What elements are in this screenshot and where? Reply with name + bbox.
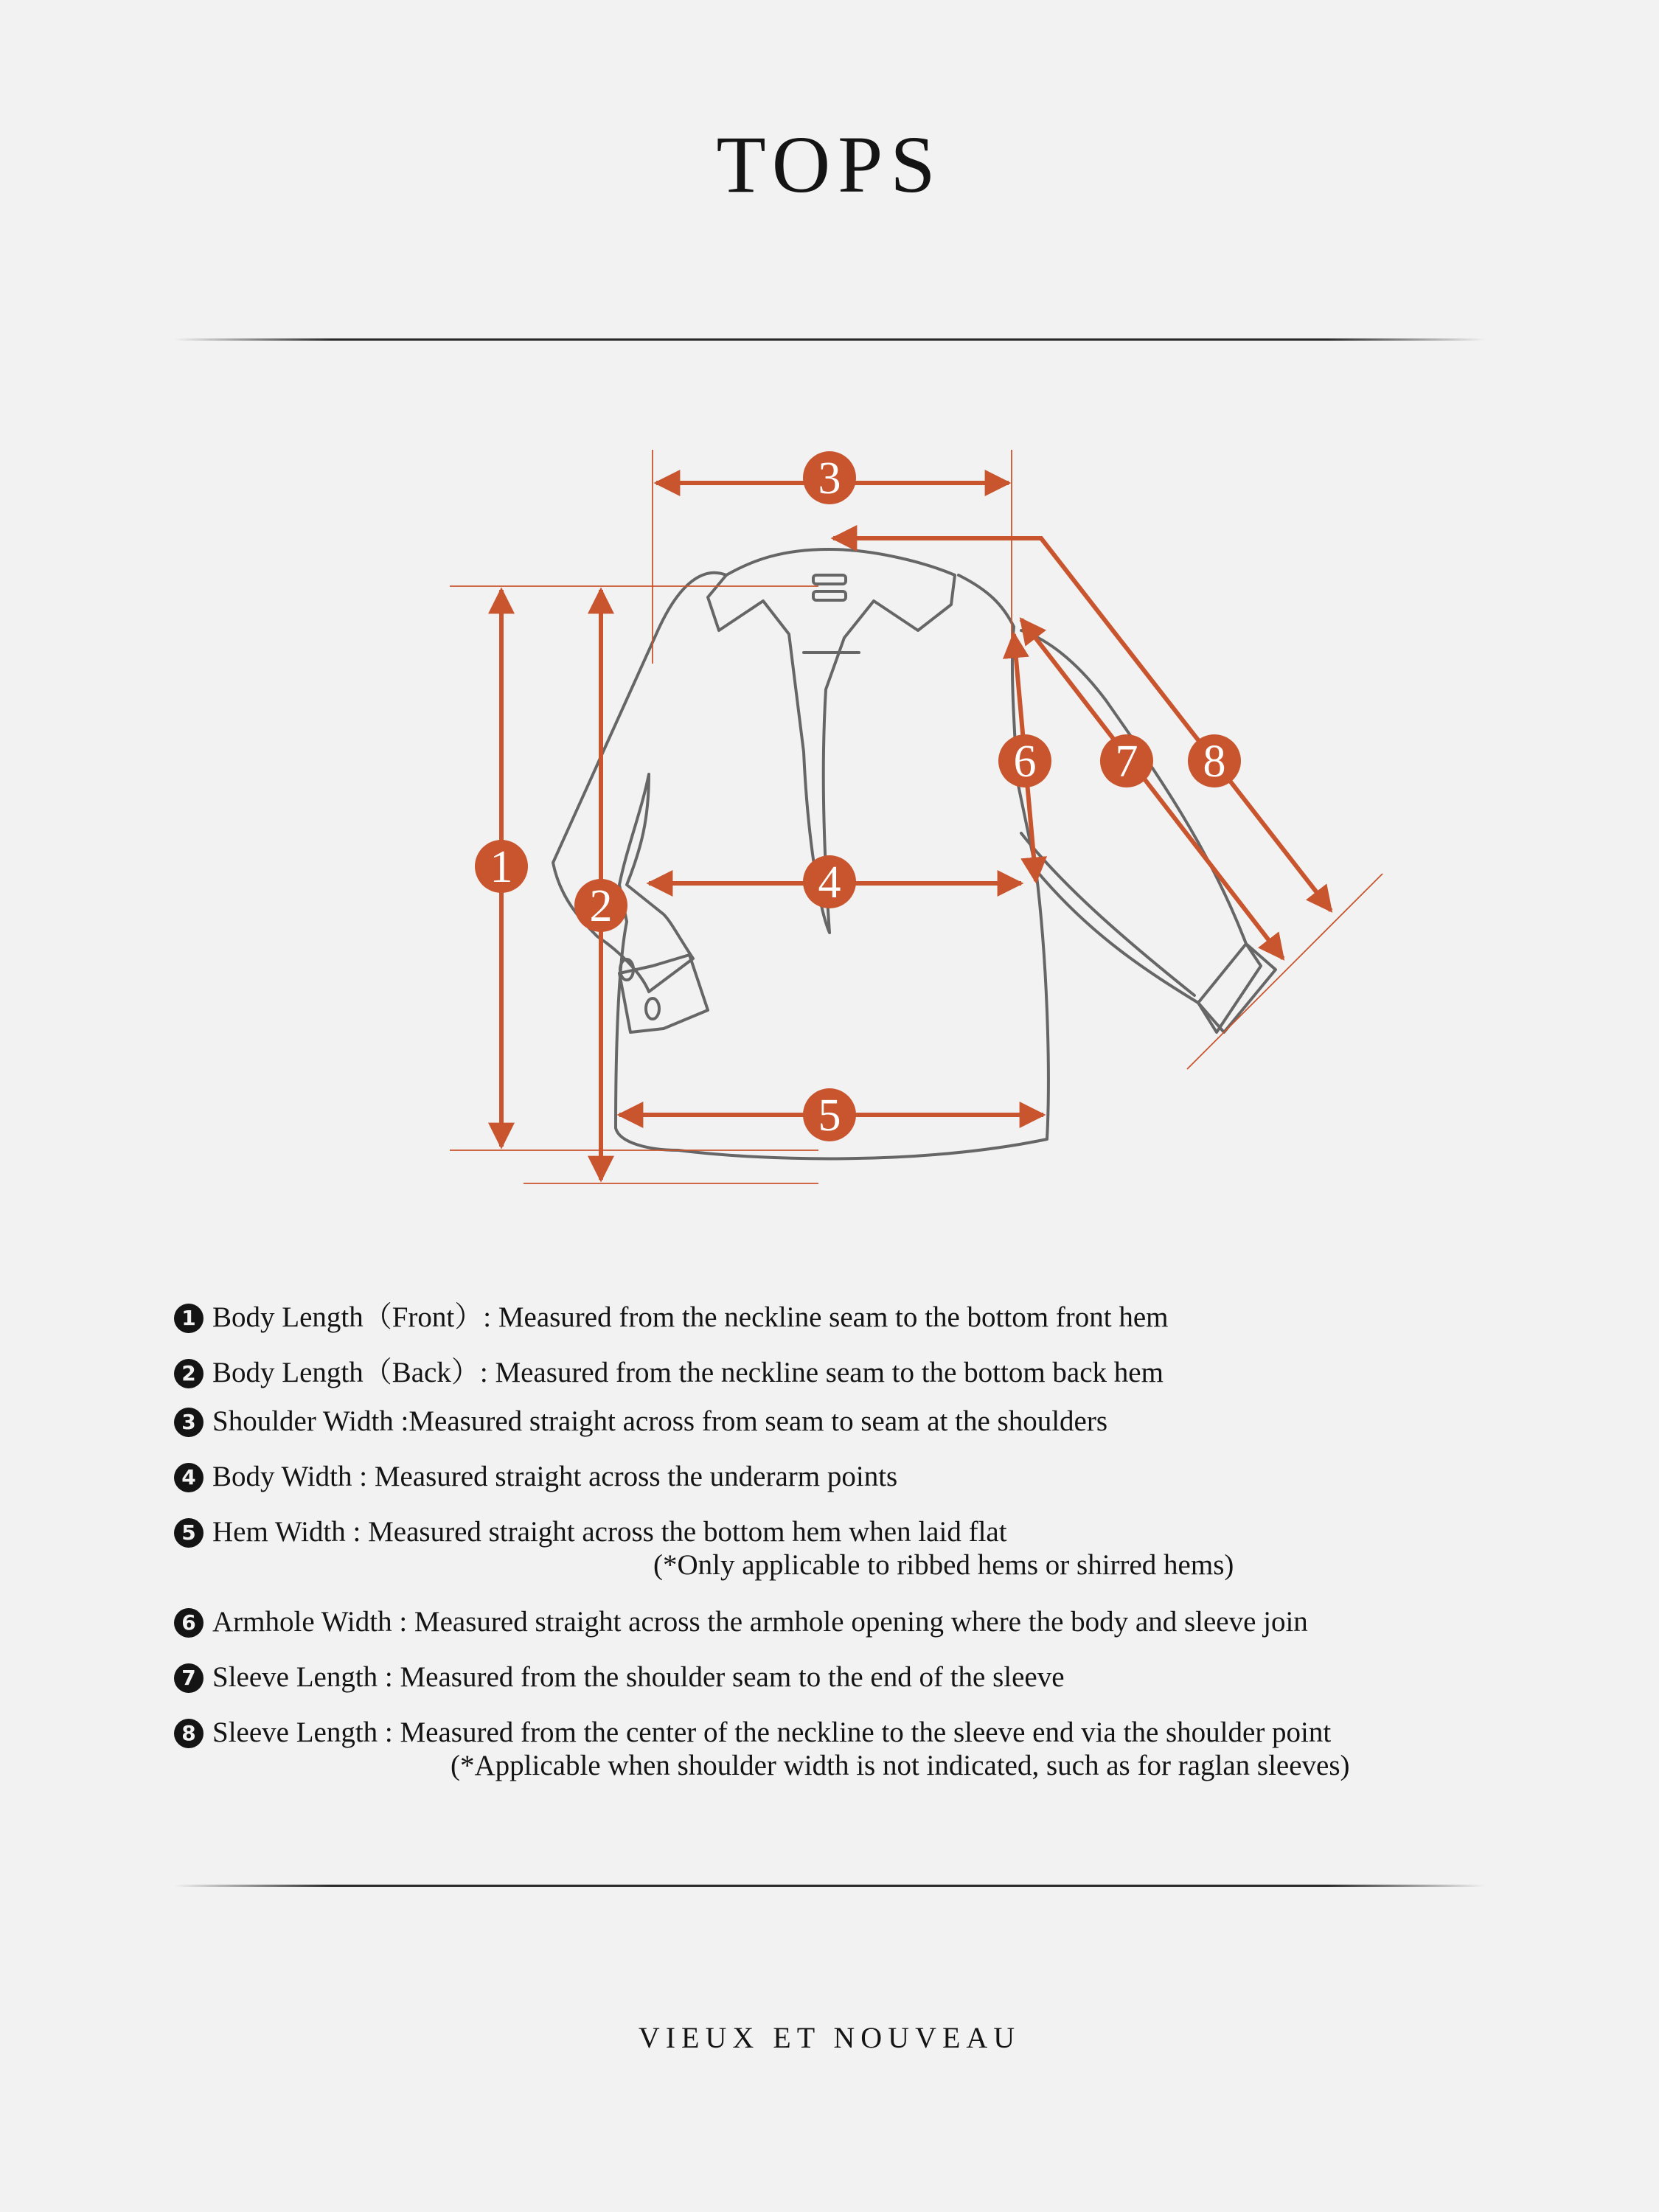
legend-text: Body Length（Front）: Measured from the neckline seam to the bottom front hem <box>212 1301 1169 1333</box>
legend-item-6 <box>174 1605 1308 1638</box>
marker-4 <box>803 855 856 908</box>
svg-text:3: 3 <box>818 453 841 504</box>
svg-text:1: 1 <box>490 842 513 892</box>
legend-text: Shoulder Width :Measured straight across from seam to seam at the shoulders <box>212 1405 1108 1437</box>
legend-text: Body Width : Measured straight across the underarm points <box>212 1461 898 1492</box>
guide-lines <box>450 450 1382 1183</box>
legend-item-4 <box>174 1460 897 1493</box>
svg-text:8: 8 <box>1203 737 1226 787</box>
marker-1 <box>475 840 528 893</box>
legend-item-7 <box>174 1660 1065 1694</box>
legend-number: 1 <box>174 1304 204 1333</box>
legend-number: 2 <box>174 1359 204 1388</box>
legend-note-5: (*Only applicable to ribbed hems or shirred hems) <box>653 1549 1234 1581</box>
bottom-divider <box>174 1885 1485 1887</box>
marker-3 <box>803 451 856 504</box>
legend-item-5 <box>174 1515 1007 1548</box>
legend-item-1 <box>174 1294 1168 1335</box>
arrow-8 <box>833 538 1331 911</box>
svg-text:4: 4 <box>818 858 841 908</box>
legend-number: 5 <box>174 1518 204 1548</box>
marker-7 <box>1100 734 1153 787</box>
legend-number: 7 <box>174 1663 204 1693</box>
legend-text: Hem Width : Measured straight across the bottom hem when laid flat <box>212 1516 1007 1548</box>
legend-item-8 <box>174 1716 1331 1749</box>
svg-text:6: 6 <box>1013 737 1037 787</box>
legend-number: 4 <box>174 1463 204 1492</box>
measurement-arrows <box>501 483 1331 1180</box>
marker-2 <box>574 879 627 932</box>
legend-number: 8 <box>174 1719 204 1748</box>
page-title: TOPS <box>716 119 943 209</box>
legend-text: Armhole Width : Measured straight across the armhole opening where the body and sleeve join <box>212 1606 1308 1638</box>
svg-text:7: 7 <box>1115 737 1138 787</box>
marker-8 <box>1188 734 1241 787</box>
legend-number: 6 <box>174 1608 204 1638</box>
marker-5 <box>803 1088 856 1141</box>
legend-number: 3 <box>174 1408 204 1437</box>
legend-note-8: (*Applicable when shoulder width is not indicated, such as for raglan sleeves) <box>451 1750 1350 1781</box>
svg-text:5: 5 <box>818 1091 841 1141</box>
legend-item-2 <box>174 1349 1164 1391</box>
legend-text: Sleeve Length : Measured from the shoulder seam to the end of the sleeve <box>212 1661 1065 1693</box>
brand-name: VIEUX ET NOUVEAU <box>638 2021 1021 2054</box>
svg-text:2: 2 <box>589 881 613 931</box>
arrow-7 <box>1021 619 1283 959</box>
marker-6 <box>998 734 1051 787</box>
shirt-body <box>553 573 1048 1159</box>
legend-text: Body Length（Back）: Measured from the neckline seam to the bottom back hem <box>212 1357 1164 1388</box>
legend-item-3 <box>174 1405 1107 1438</box>
legend-text: Sleeve Length : Measured from the center of the neckline to the sleeve end via the shoulder point <box>212 1717 1332 1748</box>
shirt-outline <box>553 549 1276 1158</box>
